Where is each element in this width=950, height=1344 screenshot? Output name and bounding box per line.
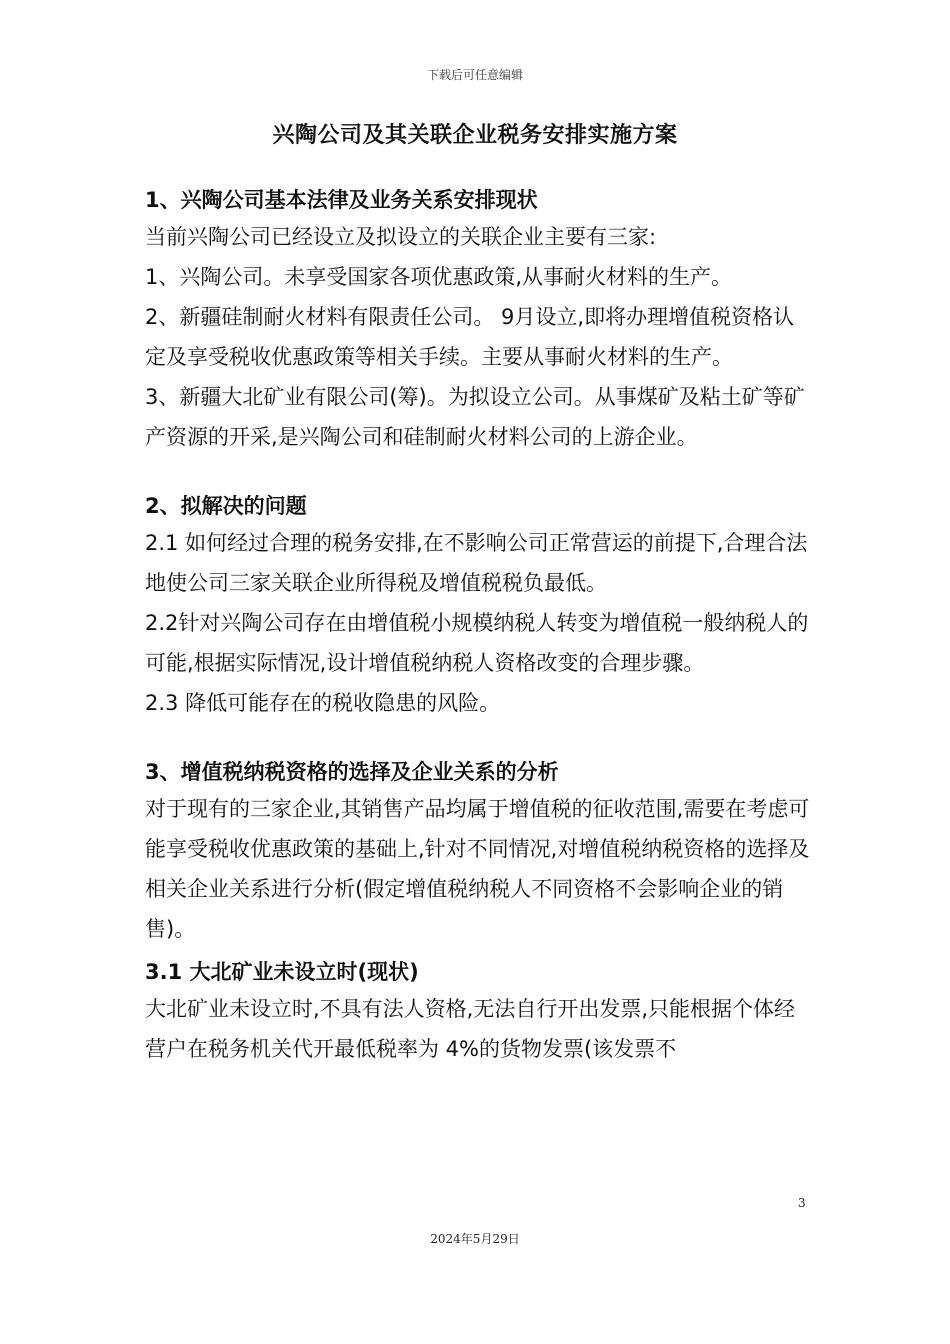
footer-date: 2024年5月29日 xyxy=(430,1232,520,1246)
paragraph: 2.3 降低可能存在的税收隐患的风险。 xyxy=(145,691,501,715)
paragraph: 2.1 如何经过合理的税务安排,在不影响公司正常营运的前提下,合理合法地使公司三家关联企业所得税及增值税税负最低。 xyxy=(145,531,808,595)
spacer xyxy=(145,723,815,755)
paragraph: 当前兴陶公司已经设立及拟设立的关联企业主要有三家: xyxy=(145,225,657,249)
section-heading: 1、兴陶公司基本法律及业务关系安排现状 xyxy=(145,188,538,212)
subsection-heading: 3.1 大北矿业未设立时(现状) xyxy=(145,960,419,984)
header-note: 下载后可任意编辑 xyxy=(426,68,523,82)
paragraph: 2、新疆硅制耐火材料有限责任公司。 9月设立,即将办理增值税资格认定及享受税收优惠政策等相关手续。主要从事耐火材料的生产。 xyxy=(145,305,795,369)
page-number: 3 xyxy=(798,1196,806,1210)
document-title: 兴陶公司及其关联企业税务安排实施方案 xyxy=(272,123,678,148)
document-body xyxy=(145,183,815,1069)
paragraph: 2.2针对兴陶公司存在由增值税小规模纳税人转变为增值税一般纳税人的可能,根据实际情况,设计增值税纳税人资格改变的合理步骤。 xyxy=(145,611,809,675)
spacer xyxy=(145,457,815,489)
section-heading: 3、增值税纳税资格的选择及企业关系的分析 xyxy=(145,760,559,784)
paragraph: 大北矿业未设立时,不具有法人资格,无法自行开出发票,只能根据个体经营户在税务机关代开最低税率为 4%的货物发票(该发票不 xyxy=(145,997,796,1061)
paragraph: 对于现有的三家企业,其销售产品均属于增值税的征收范围,需要在考虑可能享受税收优惠政策的基础上,针对不同情况,对增值税纳税资格的选择及相关企业关系进行分析(假定增值税纳税人不同资格不会影响企业的销售)。 xyxy=(145,797,810,941)
paragraph: 1、兴陶公司。未享受国家各项优惠政策,从事耐火材料的生产。 xyxy=(145,265,733,289)
section-heading: 2、拟解决的问题 xyxy=(145,494,307,518)
paragraph: 3、新疆大北矿业有限公司(筹)。为拟设立公司。从事煤矿及粘土矿等矿产资源的开采,是兴陶公司和硅制耐火材料公司的上游企业。 xyxy=(145,385,805,449)
